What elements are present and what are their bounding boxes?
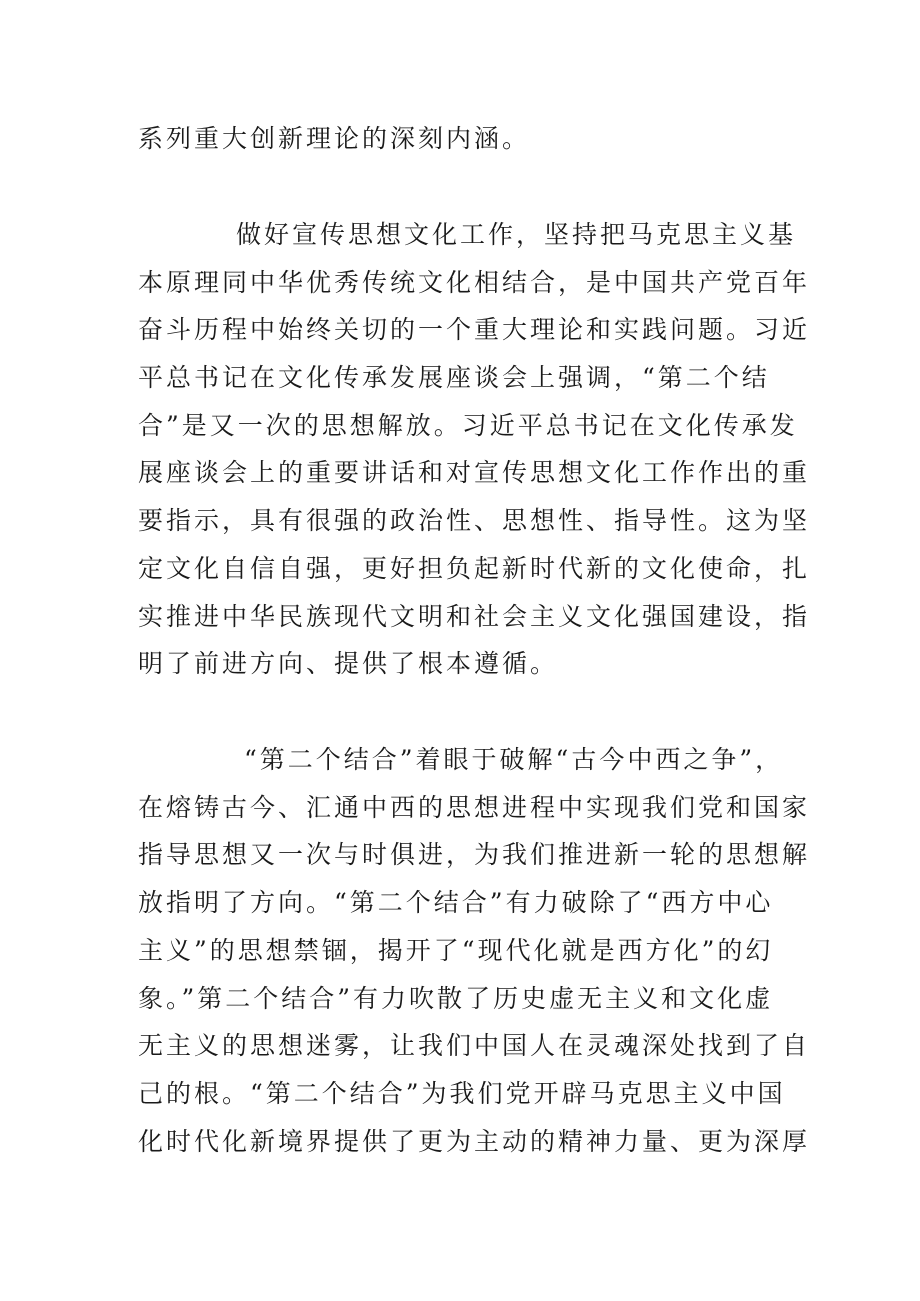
text-line: 展座谈会上的重要讲话和对宣传思想文化工作作出的重 <box>138 458 811 487</box>
text-line: 无主义的思想迷雾，让我们中国人在灵魂深处找到了自 <box>138 1031 811 1060</box>
text-line: 化时代化新境界提供了更为主动的精神力量、更为深厚 <box>138 1127 811 1156</box>
text-line: 系列重大创新理论的深刻内涵。 <box>138 124 531 153</box>
text-line: 定文化自信自强，更好担负起新时代新的文化使命，扎 <box>138 554 811 583</box>
text-line: 指导思想又一次与时俱进，为我们推进新一轮的思想解 <box>138 840 811 869</box>
text-line: 要指示，具有很强的政治性、思想性、指导性。这为坚 <box>138 506 811 535</box>
text-line: 明了前进方向、提供了根本遵循。 <box>138 649 559 678</box>
text-line: 放指明了方向。“第二个结合”有力破除了“西方中心 <box>138 888 774 917</box>
text-line: 在熔铸古今、汇通中西的思想进程中实现我们党和国家 <box>138 793 811 822</box>
text-line: 己的根。“第二个结合”为我们党开辟马克思主义中国 <box>138 1079 786 1108</box>
text-line: 平总书记在文化传承发展座谈会上强调，“第二个结 <box>138 363 770 392</box>
text-line: 合”是又一次的思想解放。习近平总书记在文化传承发 <box>138 411 798 440</box>
text-line: 做好宣传思想文化工作，坚持把马克思主义基 <box>236 220 797 249</box>
text-line: 本原理同中华优秀传统文化相结合，是中国共产党百年 <box>138 268 811 297</box>
text-line: 象。”第二个结合”有力吹散了历史虚无主义和文化虚 <box>138 984 774 1013</box>
text-line: “第二个结合”着眼于破解“古今中西之争”， <box>244 745 784 774</box>
text-line: 奋斗历程中始终关切的一个重大理论和实践问题。习近 <box>138 315 811 344</box>
text-line: 实推进中华民族现代文明和社会主义文化强国建设，指 <box>138 602 811 631</box>
text-line: 主义”的思想禁锢，揭开了“现代化就是西方化”的幻 <box>138 936 774 965</box>
